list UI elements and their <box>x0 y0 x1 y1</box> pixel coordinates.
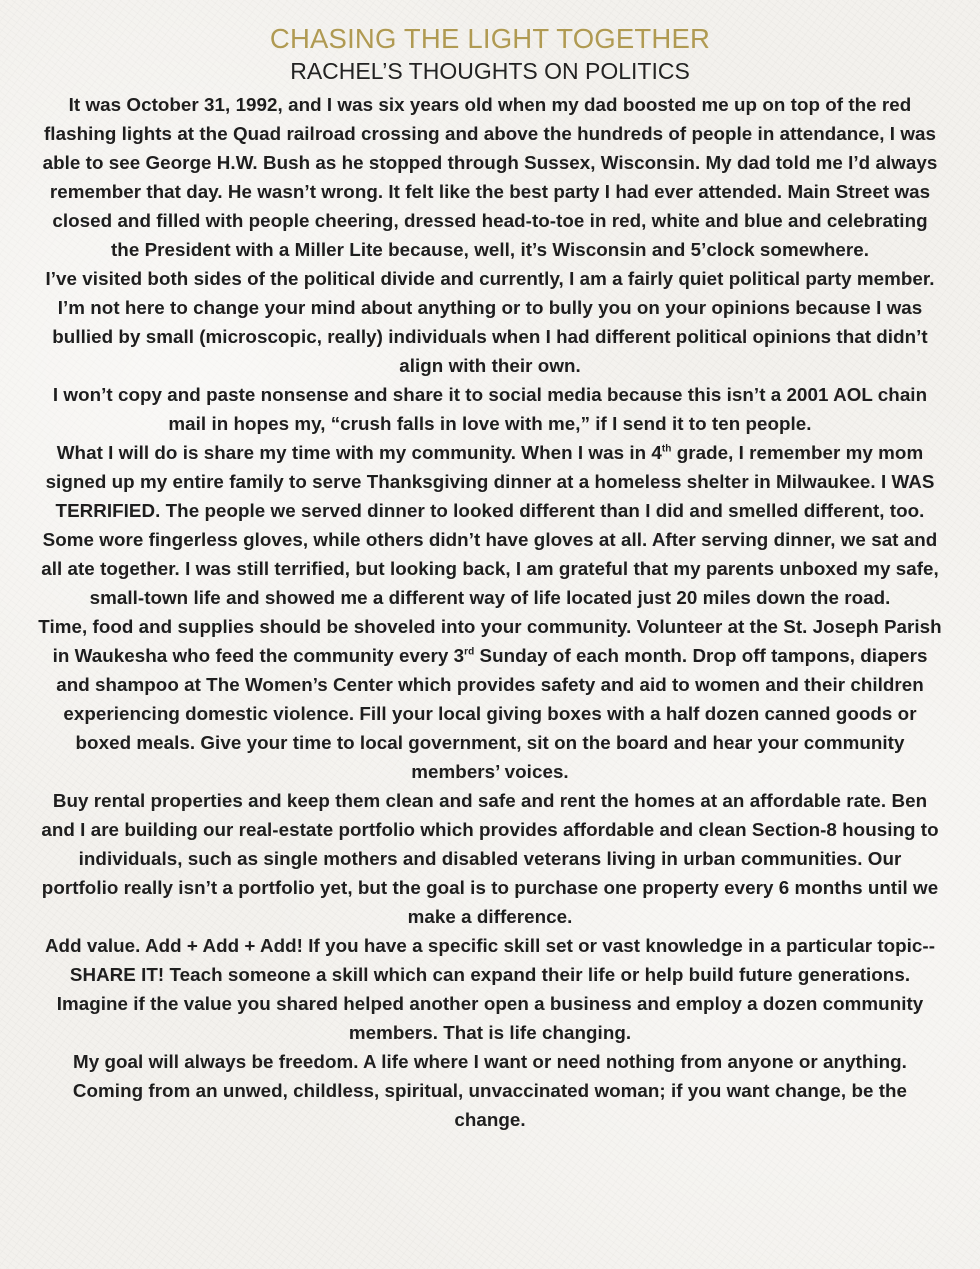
paragraph-community-time <box>38 438 942 612</box>
paragraph-text: Time, food and supplies should be shoveled into your community. Volunteer at the St. Joseph Parish in Waukesha who feed the community every 3 <box>38 616 942 666</box>
paragraph-rental-properties: Buy rental properties and keep them clean and safe and rent the homes at an affordable rate. Ben and I are building our real-estate portfolio which provides affordable and clean Section-8 housing to individuals, such as single mothers and disabled veterans living in urban communities. Our portfolio really isn’t a portfolio yet, but the goal is to purchase one property every 6 months until we make a difference. <box>41 790 939 927</box>
paragraph-text: grade, I remember my mom signed up my entire family to serve Thanksgiving dinner at a homeless shelter in Milwaukee. I WAS TERRIFIED. The people we served dinner to looked different than I did and smelled different, too. Some wore fingerless gloves, while others didn’t have gloves at all. After serving dinner, we sat and all ate together. I was still terrified, but looking back, I am grateful that my parents unboxed my safe, small-town life and showed me a different way of life located just 20 miles down the road. <box>41 442 939 608</box>
paragraph-social-media: I won’t copy and paste nonsense and share it to social media because this isn’t a 2001 AOL chain mail in hopes my, “crush falls in love with me,” if I send it to ten people. <box>52 384 928 434</box>
page-title: CHASING THE LIGHT TOGETHER <box>269 23 711 54</box>
paragraph-supplies <box>38 612 942 786</box>
page-subtitle: RACHEL’S THOUGHTS ON POLITICS <box>290 58 690 84</box>
paragraph-bush-visit: It was October 31, 1992, and I was six years old when my dad boosted me up on top of the red flashing lights at the Quad railroad crossing and above the hundreds of people in attendance, I was able to see George H.W. Bush as he stopped through Sussex, Wisconsin. My dad told me I’d always remember that day. He wasn’t wrong. It felt like the best party I had ever attended. Main Street was closed and filled with people cheering, dressed head-to-toe in red, white and blue and celebrating the President with a Miller Lite because, well, it’s Wisconsin and 5’clock somewhere. <box>42 94 938 260</box>
paragraph-closing: Coming from an unwed, childless, spiritual, unvaccinated woman; if you want change, be the change. <box>72 1080 908 1130</box>
paragraph-text: What I will do is share my time with my community. When I was in 4 <box>56 442 662 463</box>
article-body <box>38 90 942 1134</box>
paragraph-add-value: Add value. Add + Add + Add! If you have a specific skill set or vast knowledge in a particular topic-- SHARE IT! Teach someone a skill which can expand their life or help build future generations. Imagine if the value you shared helped another open a business and employ a dozen community members. That is life changing. <box>44 935 936 1043</box>
ordinal-suffix: th <box>661 443 672 455</box>
paragraph-freedom: My goal will always be freedom. A life where I want or need nothing from anyone or anything. <box>73 1051 907 1072</box>
paragraph-political-divide: I’ve visited both sides of the political divide and currently, I am a fairly quiet political party member. I’m not here to change your mind about anything or to bully you on your opinions because I was bullied by small (microscopic, really) individuals when I had different political opinions that didn’t align with their own. <box>45 268 935 376</box>
ordinal-suffix: rd <box>464 646 475 658</box>
paragraph-text: Sunday of each month. Drop off tampons, diapers and shampoo at The Women’s Center which provides safety and aid to women and their children experiencing domestic violence. Fill your local giving boxes with a half dozen canned goods or boxed meals. Give your time to local government, sit on the board and hear your community members’ voices. <box>56 645 928 782</box>
